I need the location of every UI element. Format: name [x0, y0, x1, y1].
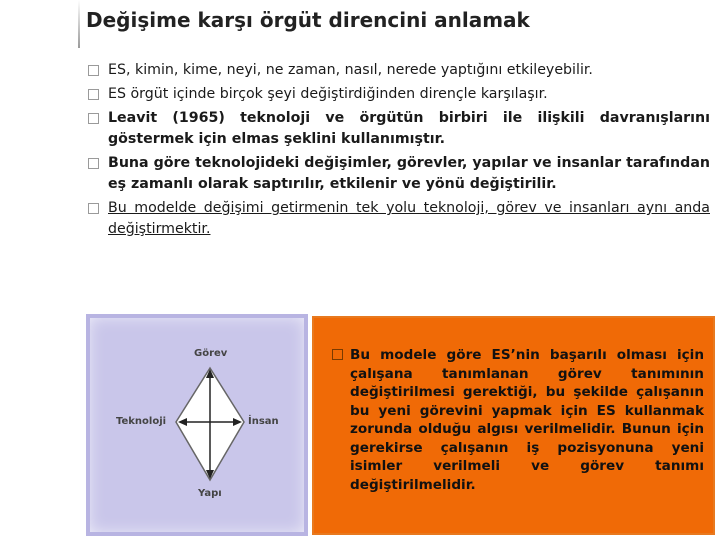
bullet-item [88, 153, 710, 195]
slide-title: Değişime karşı örgüt direncini anlamak [86, 8, 530, 32]
leavitt-diamond-diagram [86, 314, 308, 536]
bullet-text: Buna göre teknolojideki değişimler, görevler, yapılar ve insanlar tarafından eş zamanlı olarak saptırılır, etkilenir ve yönü değiştirilir. [108, 155, 710, 192]
note-text: Bu modele göre ES’nin başarılı olması için çalışana tanımlanan görev tanımının değiştirilmesi gerektiği, bu şekilde çalışanın bu yeni görevini yapmak için ES kullanmak zorunda olduğu algısı verilmelidir. Bunun için gerekirse çalışanın iş pozisyonuna yeni isimler verilmeli ve görev tanımı değiştirilmelidir. [350, 347, 704, 493]
bullet-marker-icon [88, 65, 99, 76]
diagram-label-left: Teknoloji [116, 416, 167, 427]
note-box [312, 316, 715, 535]
bullet-text: Bu modelde değişimi getirmenin tek yolu teknoloji, görev ve insanları aynı anda değiştirmektir. [108, 200, 710, 237]
bullet-marker-icon [88, 158, 99, 169]
bullet-text: ES, kimin, kime, neyi, ne zaman, nasıl, nerede yaptığını etkileyebilir. [108, 62, 593, 78]
diagram-label-bottom: Yapı [198, 488, 222, 499]
bullet-item [88, 60, 710, 81]
bullet-marker-icon [88, 203, 99, 214]
bullet-marker-icon [88, 113, 99, 124]
diagram-label-top: Görev [194, 348, 228, 359]
bullet-text: ES örgüt içinde birçok şeyi değiştirdiğinden dirençle karşılaşır. [108, 86, 548, 102]
bullet-item [88, 84, 710, 105]
note-bullet-marker-icon [332, 349, 343, 360]
diagram-label-right: İnsan [248, 416, 279, 427]
bullet-list [88, 60, 710, 243]
bullet-text: Leavit (1965) teknoloji ve örgütün birbiri ile ilişkili davranışlarını göstermek için elmas şeklini kullanımıştır. [108, 110, 710, 147]
bullet-item [88, 198, 710, 240]
bullet-marker-icon [88, 89, 99, 100]
title-accent-line [78, 0, 80, 48]
bullet-item [88, 108, 710, 150]
